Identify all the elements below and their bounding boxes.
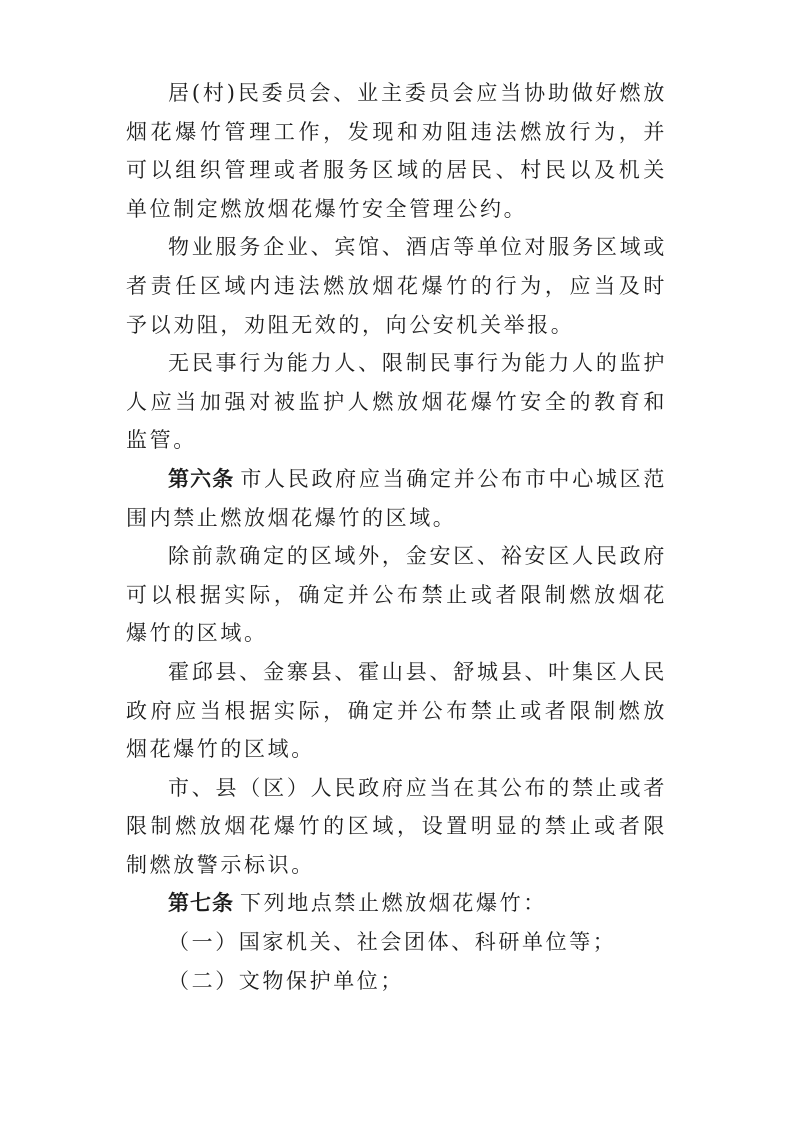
list-item-2 xyxy=(126,962,667,1001)
paragraph-jinan-yuan xyxy=(126,537,667,653)
paragraph-warning-signs xyxy=(126,769,667,885)
article-6 xyxy=(126,460,667,537)
paragraph-residents-committee xyxy=(126,74,667,228)
paragraph-text: 市人民政府应当确定并公布市中心城区范围内禁止燃放烟花爆竹的区域。 xyxy=(126,466,667,530)
paragraph-text: 物业服务企业、宾馆、酒店等单位对服务区域或者责任区域内违法燃放烟花爆竹的行为，应当及时予以劝阻，劝阻无效的，向公安机关举报。 xyxy=(126,235,667,337)
article-heading: 第七条 xyxy=(168,891,234,916)
paragraph-text: 市、县（区）人民政府应当在其公布的禁止或者限制燃放烟花爆竹的区域，设置明显的禁止或者限制燃放警示标识。 xyxy=(126,775,667,877)
paragraph-text: 下列地点禁止燃放烟花爆竹： xyxy=(240,891,547,916)
paragraph-counties xyxy=(126,653,667,769)
paragraph-text: （一）国家机关、社会团体、科研单位等； xyxy=(168,930,617,955)
paragraph-text: 居(村)民委员会、业主委员会应当协助做好燃放烟花爆竹管理工作，发现和劝阻违法燃放行为，并可以组织管理或者服务区域的居民、村民以及机关单位制定燃放烟花爆竹安全管理公约。 xyxy=(126,81,667,221)
article-7 xyxy=(126,884,667,923)
paragraph-text: 无民事行为能力人、限制民事行为能力人的监护人应当加强对被监护人燃放烟花爆竹安全的教育和监管。 xyxy=(126,351,667,453)
article-heading: 第六条 xyxy=(168,466,235,491)
paragraph-text: 霍邱县、金寨县、霍山县、舒城县、叶集区人民政府应当根据实际，确定并公布禁止或者限制燃放烟花爆竹的区域。 xyxy=(126,659,667,762)
paragraph-text: 除前款确定的区域外，金安区、裕安区人民政府可以根据实际，确定并公布禁止或者限制燃放烟花爆竹的区域。 xyxy=(126,544,667,646)
paragraph-property-service xyxy=(126,228,667,344)
paragraph-guardian xyxy=(126,344,667,460)
list-item-1 xyxy=(126,923,667,962)
paragraph-text: （二）文物保护单位； xyxy=(168,968,404,993)
